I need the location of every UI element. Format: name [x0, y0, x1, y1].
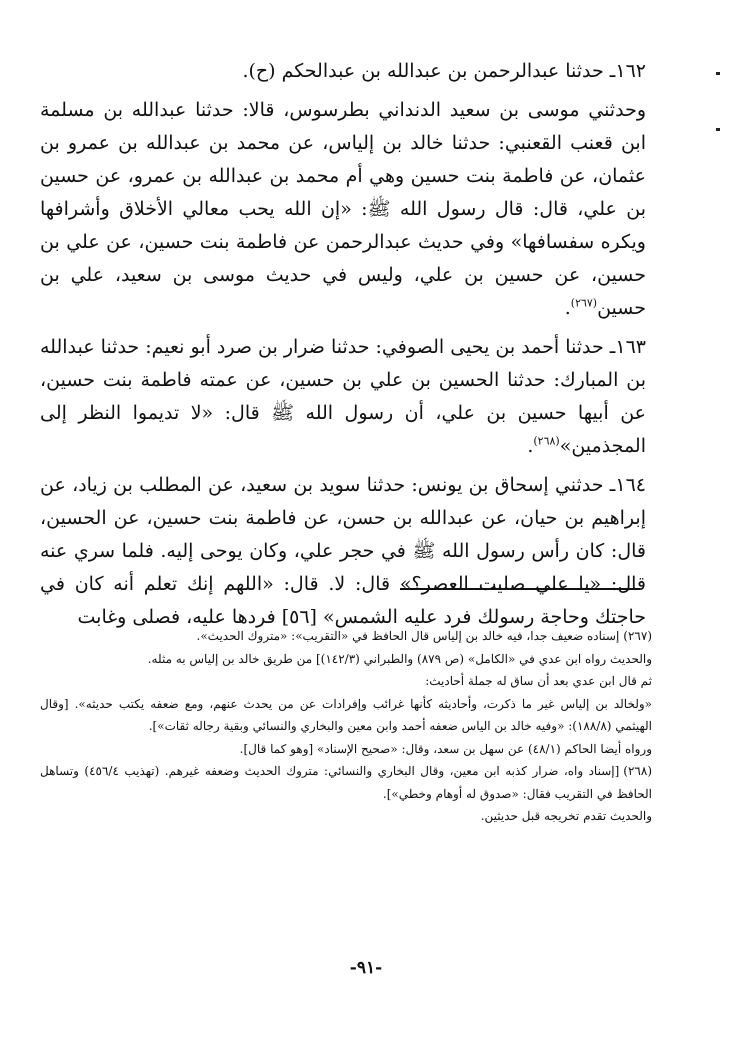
hadith-163: ١٦٣ـ حدثنا أحمد بن يحيى الصوفي: حدثنا ضرار بن صرد أبو نعيم: حدثنا عبدالله بن المبارك: حدثنا الحسين بن علي بن حسين، عن عمته فاطمة بنت حسين، عن أبيها حسين بن علي، أن رسول الله ﷺ قال: «لا تديموا النظر إلى المجذمين»$^{(٢٦٨)}$.	[40, 336, 646, 457]
footnote-text: إسناده ضعيف جدا، فيه خالد بن إلياس قال الحافظ في «التقريب»: «متروك الحديث».	[196, 629, 620, 643]
footnote	[40, 625, 652, 648]
footnotes	[40, 625, 652, 828]
footnote-text: والحديث رواه ابن عدي في «الكامل» (ص ٨٧٩) والطبراني (١٤٢/٣)] من طريق خالد بن إلياس به مثله.	[147, 651, 652, 666]
footnote-text: والحديث تقدم تخريجه قبل حديثين.	[480, 809, 652, 823]
footnote-text: «ولخالد بن إلياس غير ما ذكرت، وأحاديثه كأنها غرائب وإفرادات عن من يحدث عنهم، ومع ضعفه يكتب حديثه». [وقال الهيثمي (١٨٨/٨): «وفيه خالد بن الياس ضعفه أحمد وابن معين والبخاري والنسائي وبقية رجاله ثقات»].	[40, 696, 652, 733]
footnote-separator	[400, 588, 640, 590]
paragraph-text: ١٦٤ـ حدثني إسحاق بن يونس: حدثنا سويد بن سعيد، عن المطلب بن زياد، عن إبراهيم بن حيان، عن عبدالله بن حسن، عن فاطمة بنت حسين، عن الحسين، قال: كان رأس رسول الله ﷺ في حجر علي، وكان يوحى إليه. فلما سري عنه قال: «يا علي صليت العصر؟» قال: لا. قال: «اللهم إنك تعلم أنه كان في حاجتك وحاجة رسولك فرد عليه الشمس» [٥٦] فردها عليه، فصلى وغابت	[40, 474, 646, 628]
footnote-ref: (٢٦٧)	[570, 296, 598, 310]
margin-mark	[716, 128, 720, 131]
footnote-text: ثم قال ابن عدي بعد أن ساق له جملة أحاديث:	[425, 674, 652, 688]
footnote-text: [إسناد واه، ضرار كذبه ابن معين، وقال البخاري والنسائي: متروك الحديث وضعفه غيرهم. (تهذيب ٤٥٦/٤) وتساهل الحافظ في التقريب فقال: «صدوق له أوهام وخطي»].	[40, 764, 652, 801]
footnote-number: (٢٦٧)	[623, 629, 652, 643]
hadith-164	[40, 469, 646, 634]
footnote	[40, 738, 652, 761]
footnote	[40, 693, 652, 738]
hadith-162-header	[40, 55, 646, 88]
paragraph-text: وحدثني موسى بن سعيد الدنداني بطرسوس، قالا: حدثنا عبدالله بن مسلمة ابن قعنب القعنبي: حدثنا خالد بن إلياس، عن محمد بن عبدالله بن عمرو بن عثمان، عن فاطمة بنت حسين وهي أم محمد بن عبدالله بن عمرو، عن حسين بن علي، قال: قال رسول الله ﷺ: «إن الله يحب معالي الأخلاق وأشرافها ويكره سفسافها» وفي حديث عبدالرحمن عن فاطمة بنت حسين، عن علي بن حسين، عن حسين بن علي، وليس في حديث موسى بن سعيد، علي بن حسين	[40, 99, 646, 319]
footnote-number: (٢٦٨)	[623, 764, 652, 778]
paragraph-text: ١٦٣ـ حدثنا أحمد بن يحيى الصوفي: حدثنا ضرار بن صرد أبو نعيم: حدثنا عبدالله بن المبارك: حدثنا الحسين بن علي بن حسين، عن عمته فاطمة بنت حسين، عن أبيها حسين بن علي، أن رسول الله ﷺ قال: «لا تديموا النظر إلى المجذمين»	[40, 336, 646, 457]
page-number: -٩١-	[349, 958, 383, 978]
footnote-text: ورواه أيضا الحاكم (٤٨/١) عن سهل بن سعد، وقال: «صحيح الإسناد» [وهو كما قال].	[239, 741, 652, 756]
hadith-162-body: وحدثني موسى بن سعيد الدنداني بطرسوس، قالا: حدثنا عبدالله بن مسلمة ابن قعنب القعنبي: حدثنا خالد بن إلياس، عن محمد بن عبدالله بن عمرو بن عثمان، عن فاطمة بنت حسين وهي أم محمد بن عبدالله بن عمرو، عن حسين بن علي، قال: قال رسول الله ﷺ: «إن الله يحب معالي الأخلاق وأشرافها ويكره سفسافها» وفي حديث عبدالرحمن عن فاطمة بنت حسين، عن علي بن حسين، عن حسين بن علي، وليس في حديث موسى بن سعيد، علي بن حسين$^{(٢٦٧)}$.	[40, 99, 646, 319]
footnote	[40, 805, 652, 828]
footnote	[40, 648, 652, 671]
main-text	[40, 55, 646, 640]
paragraph-text: ١٦٢ـ حدثنا عبدالرحمن بن عبدالله بن عبدالحكم (ح).	[242, 60, 646, 82]
footnote-ref: (٢٦٨)	[533, 434, 560, 448]
footnote	[40, 760, 652, 805]
footnote	[40, 670, 652, 693]
margin-mark	[716, 72, 720, 75]
